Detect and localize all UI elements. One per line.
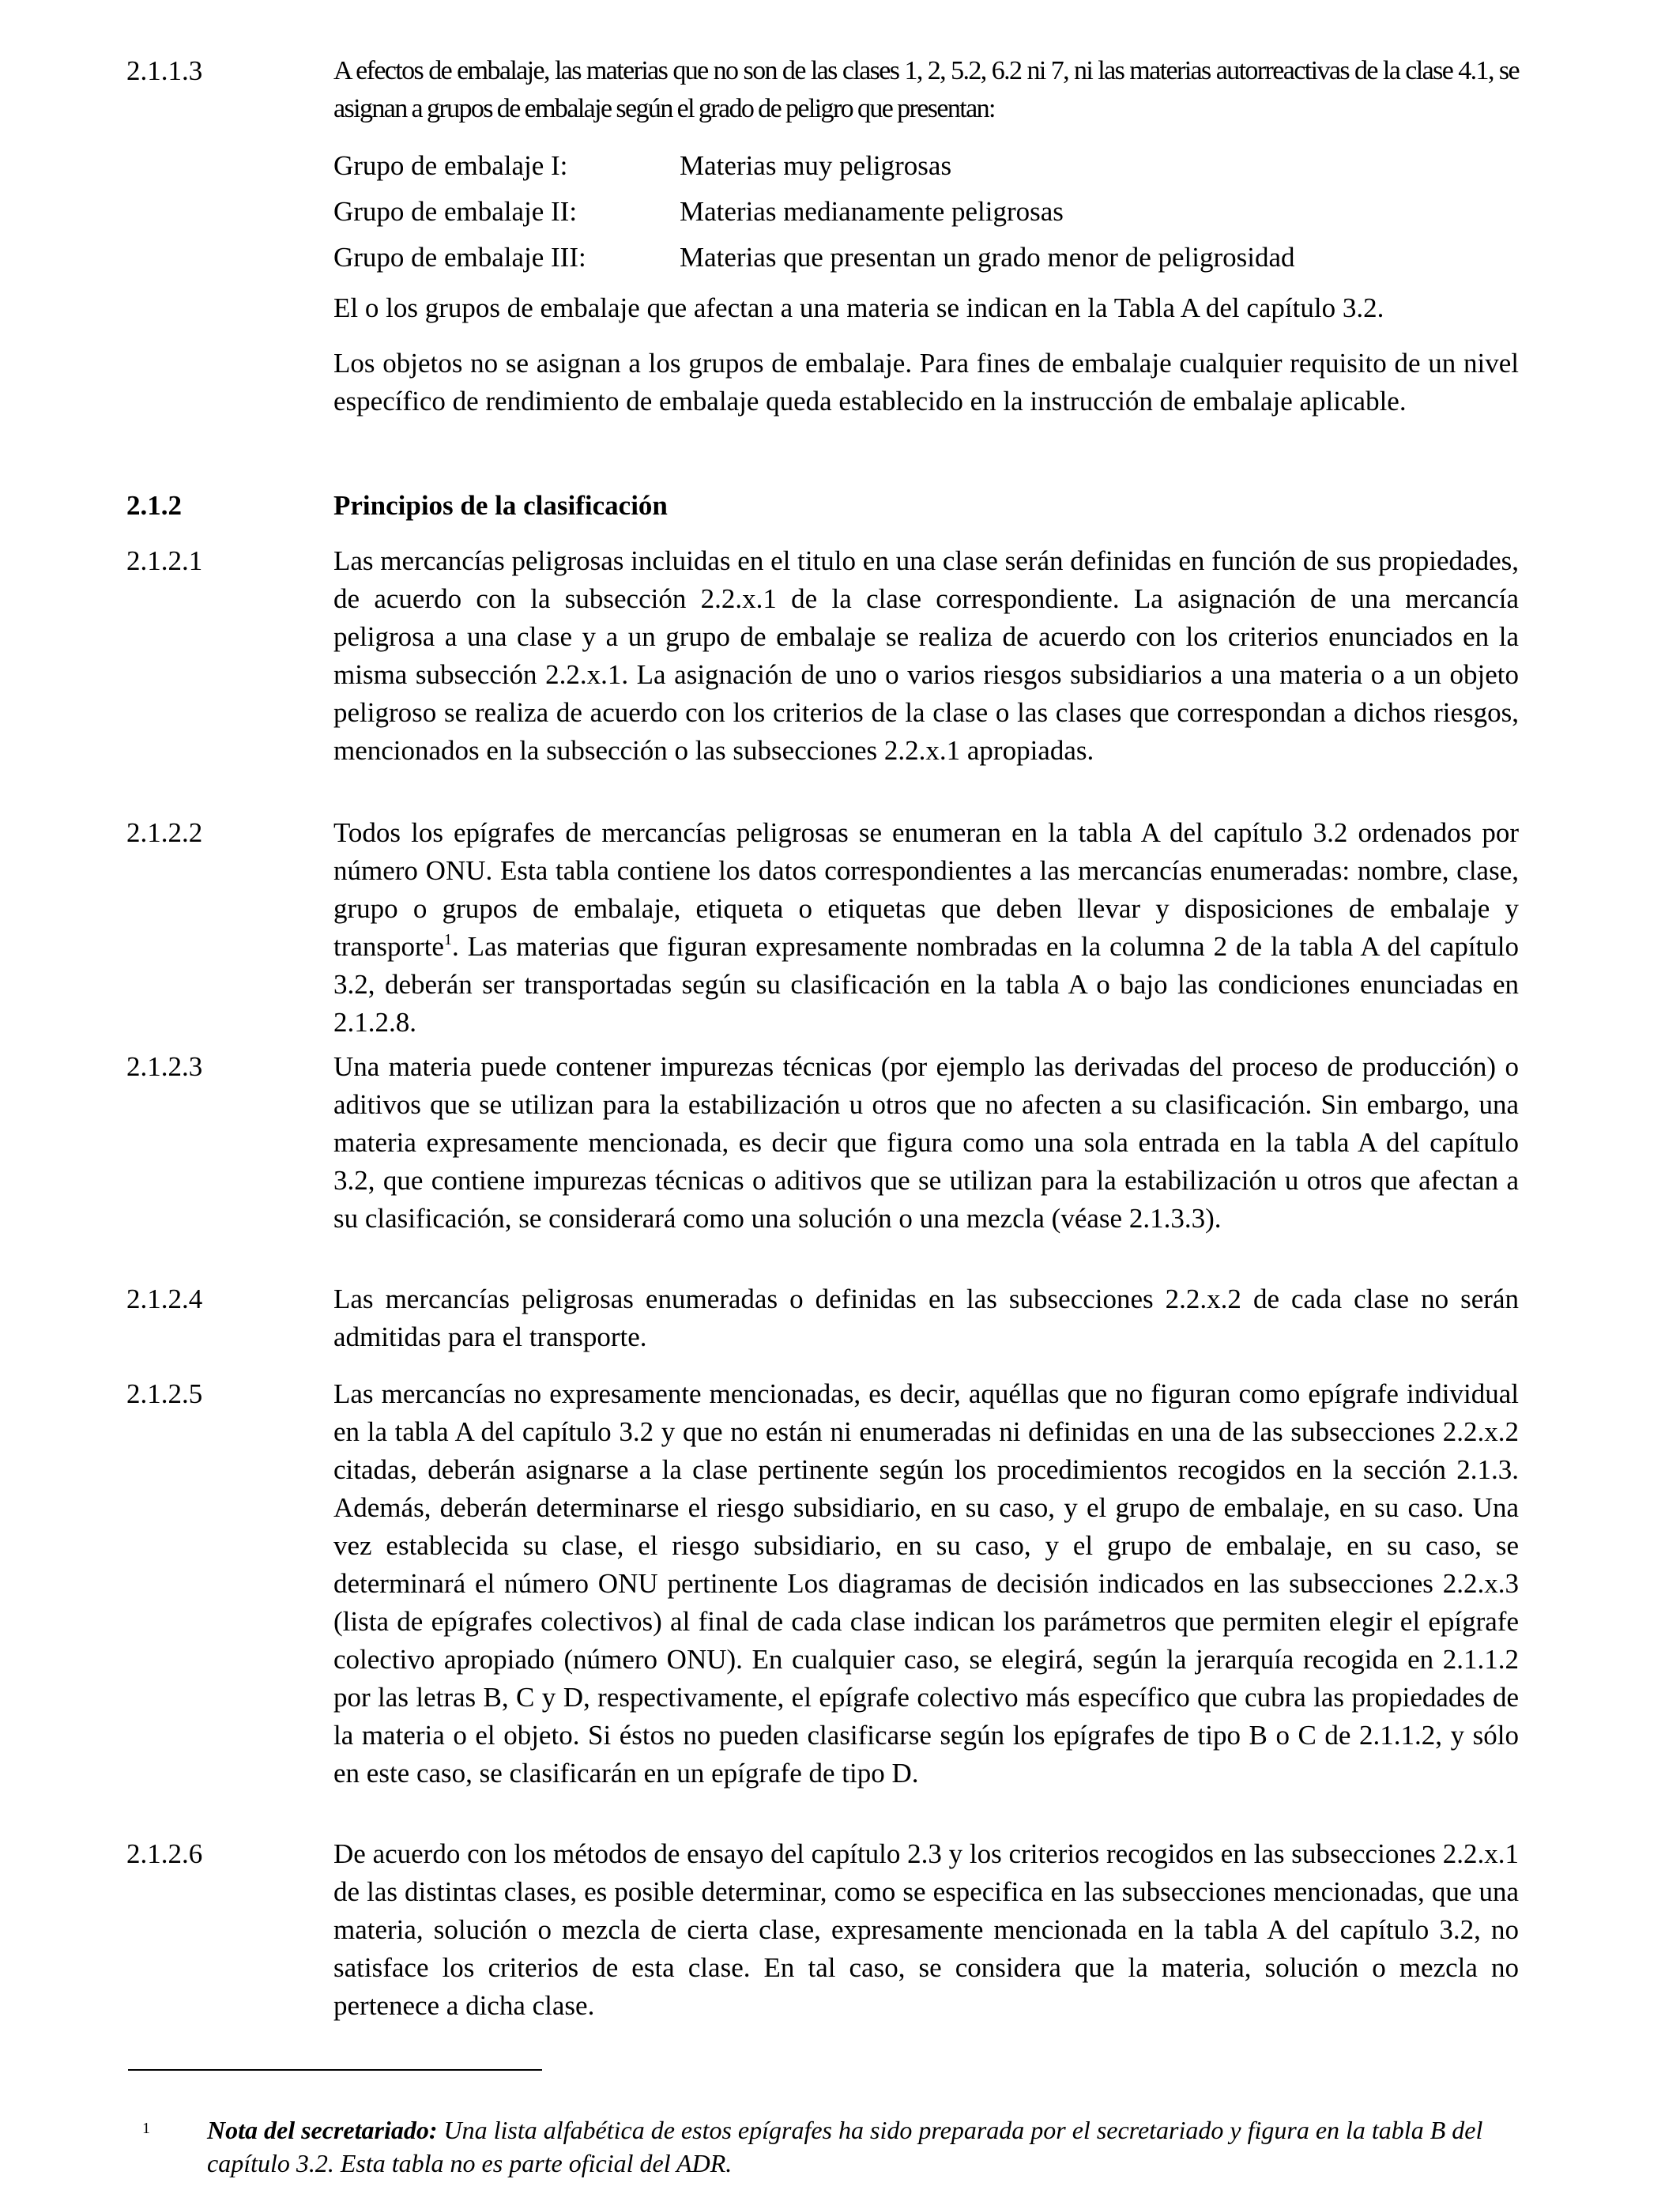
section-text [333,814,1519,1042]
footnote-reference: 1 [443,931,452,948]
footnote-mark: 1 [142,2120,150,2137]
section-number: 2.1.2.4 [126,1284,203,1314]
footnote-heading: Nota del secretariado: [207,2116,438,2144]
section-text: Las mercancías no expresamente mencionadas, es decir, aquéllas que no figuran como epígrafe individual en la tabla A del capítulo 3.2 y que no están ni enumeradas ni definidas en una de las subsecciones 2.2.x.2 citadas, deberán asignarse a la clase pertinente según los procedimientos recogidos en la sección 2.1.3. Además, deberán determinarse el riesgo subsidiario, en su caso, y el grupo de embalaje, en su caso. Una vez establecida su clase, el riesgo subsidiario, en su caso, y el grupo de embalaje, en su caso, se determinará el número ONU pertinente Los diagramas de decisión indicados en las subsecciones 2.2.x.3 (lista de epígrafes colectivos) al final de cada clase indican los parámetros que permiten elegir el epígrafe colectivo apropiado (número ONU). En cualquier caso, se elegirá, según la jerarquía recogida en 2.1.1.2 por las letras B, C y D, respectivamente, el epígrafe colectivo más específico que cubra las propiedades de la materia o el objeto. Si éstos no pueden clasificarse según los epígrafes de tipo B o C de 2.1.1.2, y sólo en este caso, se clasificarán en un epígrafe de tipo D. [333,1378,1519,1789]
section-number: 2.1.2 [126,490,182,521]
footnote-text [207,2113,1519,2180]
packing-group-desc: Materias que presentan un grado menor de peligrosidad [680,242,1295,273]
packing-group-label: Grupo de embalaje III: [333,242,586,273]
packing-group-desc: Materias muy peligrosas [680,150,952,181]
packing-group-label: Grupo de embalaje II: [333,196,578,227]
section-text: A efectos de embalaje, las materias que no son de las clases 1, 2, 5.2, 6.2 ni 7, ni las materias autorreactivas de la clase 4.1, se asignan a grupos de embalaje según el grado de peligro que presentan: [333,56,1519,123]
section-title: Principios de la clasificación [333,490,668,521]
section-number: 2.1.2.3 [126,1051,203,1082]
section-text: Las mercancías peligrosas incluidas en el titulo en una clase serán definidas en función de sus propiedades, de acuerdo con la subsección 2.2.x.1 de la clase correspondiente. La asignación de una mercancía peligrosa a una clase y a un grupo de embalaje se realiza de acuerdo con los criterios enunciados en la misma subsección 2.2.x.1. La asignación de uno o varios riesgos subsidiarios a una materia o a un objeto peligroso se realiza de acuerdo con los criterios de la clase o las clases que correspondan a dichos riesgos, mencionados en la subsección o las subsecciones 2.2.x.1 apropiadas. [333,545,1519,766]
section-number: 2.1.2.1 [126,545,203,576]
section-text: Las mercancías peligrosas enumeradas o definidas en las subsecciones 2.2.x.2 de cada clase no serán admitidas para el transporte. [333,1284,1519,1352]
section-number: 2.1.1.3 [126,55,203,86]
section-text-part: . Las materias que figuran expresamente nombradas en la columna 2 de la tabla A del capítulo 3.2, deberán ser transportadas según su clasificación en la tabla A o bajo las condiciones enunciadas en 2.1.2.8. [333,931,1519,1038]
packing-group-label: Grupo de embalaje I: [333,150,568,181]
section-number: 2.1.2.5 [126,1378,203,1409]
section-number: 2.1.2.2 [126,817,203,848]
section-paragraph: Los objetos no se asignan a los grupos de embalaje. Para fines de embalaje cualquier requisito de un nivel específico de rendimiento de embalaje queda establecido en la instrucción de embalaje aplicable. [333,348,1519,417]
footnote-separator [128,2069,542,2071]
section-text: De acuerdo con los métodos de ensayo del capítulo 2.3 y los criterios recogidos en las subsecciones 2.2.x.1 de las distintas clases, es posible determinar, como se especifica en las subsecciones mencionadas, que una materia, solución o mezcla de cierta clase, expresamente mencionada en la tabla A del capítulo 3.2, no satisface los criterios de esta clase. En tal caso, se considera que la materia, solución o mezcla no pertenece a dicha clase. [333,1838,1519,2021]
footnote-body: Una lista alfabética de estos epígrafes ha sido preparada por el secretariado y figura en la tabla B del capítulo 3.2. Esta tabla no es parte oficial del ADR. [207,2116,1483,2177]
section-paragraph: El o los grupos de embalaje que afectan a una materia se indican en la Tabla A del capítulo 3.2. [333,292,1384,323]
section-number: 2.1.2.6 [126,1838,203,1869]
section-text-part: Todos los epígrafes de mercancías peligrosas se enumeran en la tabla A del capítulo 3.2 ordenados por número ONU. Esta tabla contiene los datos correspondientes a las mercancías enumeradas: nombre, clase, grupo o grupos de embalaje, etiqueta o etiquetas que deben llevar y disposiciones de embalaje y transporte [333,817,1519,962]
packing-group-desc: Materias medianamente peligrosas [680,196,1064,227]
section-text: Una materia puede contener impurezas técnicas (por ejemplo las derivadas del proceso de producción) o aditivos que se utilizan para la estabilización u otros que no afecten a su clasificación. Sin embargo, una materia expresamente mencionada, es decir que figura como una sola entrada en la tabla A del capítulo 3.2, que contiene impurezas técnicas o aditivos que se utilizan para la estabilización u otros que afectan a su clasificación, se considerará como una solución o una mezcla (véase 2.1.3.3). [333,1051,1519,1234]
